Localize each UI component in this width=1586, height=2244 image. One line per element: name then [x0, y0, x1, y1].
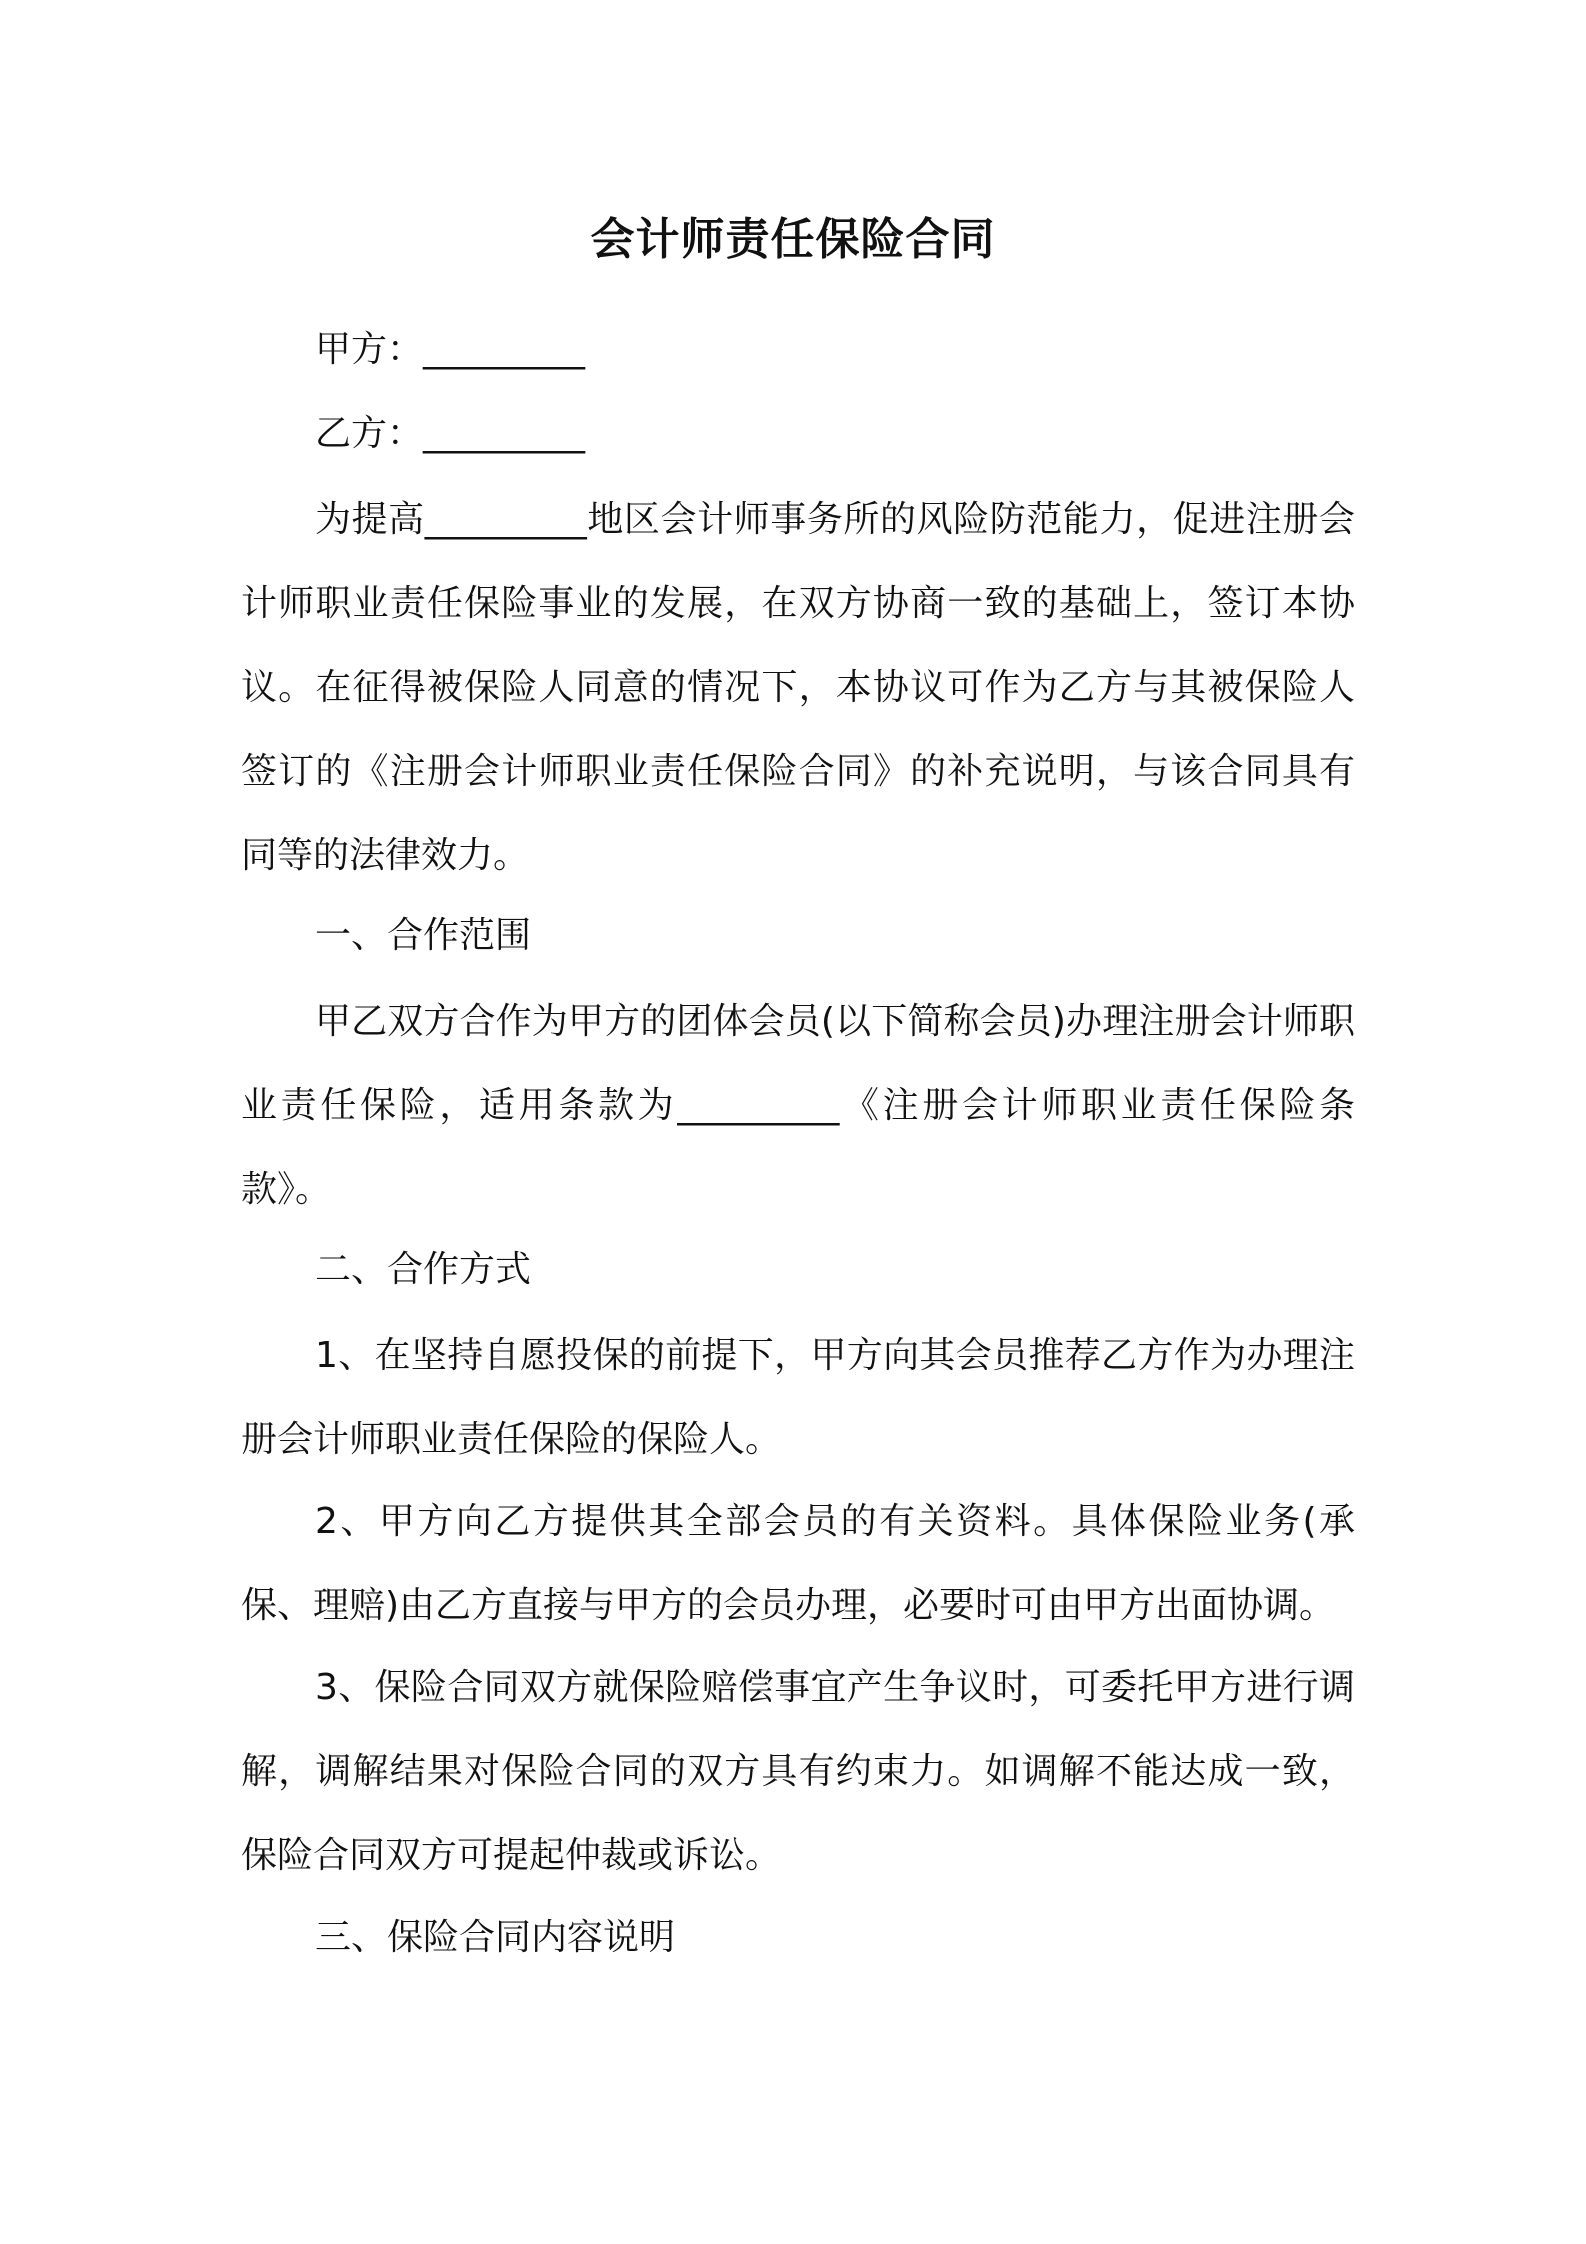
section-2-item-1: 1、在坚持自愿投保的前提下，甲方向其会员推荐乙方作为办理注册会计师职业责任保险的保险人。 — [241, 1335, 1355, 1460]
document-title: 会计师责任保险合同 — [590, 214, 996, 265]
section-1-heading: 一、合作范围 — [315, 915, 532, 956]
section-2-item-3: 3、保险合同双方就保险赔偿事宜产生争议时，可委托甲方进行调解，调解结果对保险合同的双方具有约束力。如调解不能达成一致，保险合同双方可提起仲裁或诉讼。 — [241, 1667, 1355, 1876]
intro-paragraph: 为提高_________地区会计师事务所的风险防范能力，促进注册会计师职业责任保险事业的发展，在双方协商一致的基础上，签订本协议。在征得被保险人同意的情况下，本协议可作为乙方与其被保险人签订的《注册会计师职业责任保险合同》的补充说明，与该合同具有同等的法律效力。 — [241, 499, 1355, 876]
section-2-heading: 二、合作方式 — [315, 1249, 532, 1290]
section-1-body: 甲乙双方合作为甲方的团体会员(以下简称会员)办理注册会计师职业责任保险，适用条款为_________《注册会计师职业责任保险条款》。 — [241, 1001, 1355, 1210]
section-3-heading: 三、保险合同内容说明 — [315, 1917, 676, 1958]
section-2-item-2: 2、甲方向乙方提供其全部会员的有关资料。具体保险业务(承保、理赔)由乙方直接与甲方的会员办理，必要时可由甲方出面协调。 — [241, 1501, 1355, 1626]
party-b-line: 乙方：_________ — [315, 413, 586, 454]
party-a-line: 甲方：_________ — [315, 329, 586, 370]
